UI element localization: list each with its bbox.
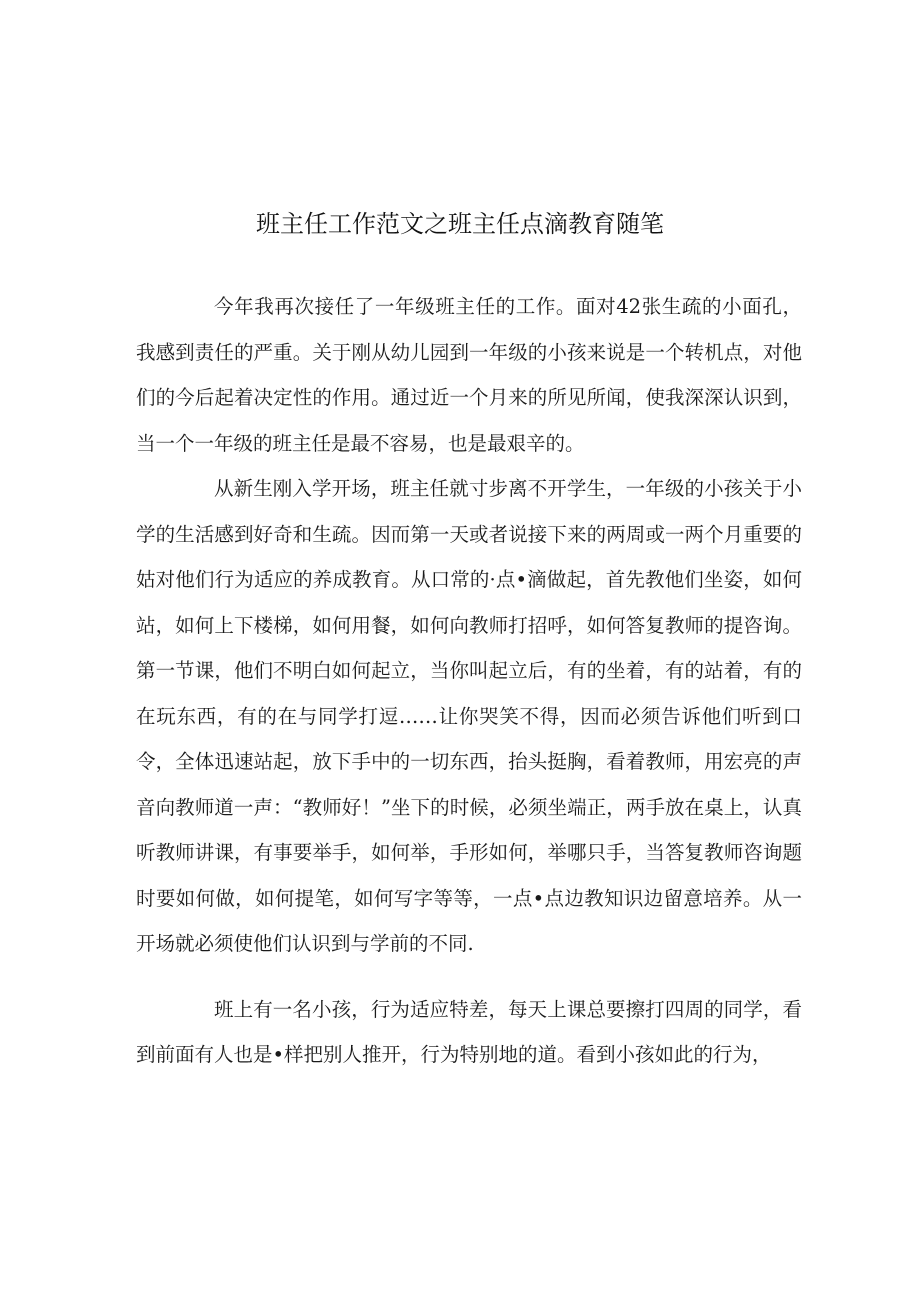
paragraph-2: 从新生刚入学开场，班主任就寸步离不开学生，一年级的小孩关于小学的生活感到好奇和生疏。因而第一天或者说接下来的两周或一两个月重要的姑对他们行为适应的养成教育。从口常的·点•滴做起，首先教他们坐姿，如何站，如何上下楼梯，如何用餐，如何向教师打招呼，如何答复教师的提咨询。第一节课，他们不明白如何起立，当你叫起立后，有的坐着，有的站着，有的在玩东西，有的在与同学打逗……让你哭笑不得，因而必须告诉他们听到口令，全体迅速站起，放下手中的一切东西，抬头挺胸，看着教师，用宏亮的声音向教师道一声：“教师好！”坐下的时候，必须坐端正，两手放在桌上，认真听教师讲课，有事要举手，如何举，手形如何，举哪只手，当答复教师咨询题时要如何做，如何提笔，如何写字等等，一点•点边教知识边留意培养。从一开场就必须使他们认识到与学前的不同. <box>136 477 802 955</box>
document-title: 班主任工作范文之班主任点滴教育随笔 <box>256 210 664 238</box>
paragraph-1: 今年我再次接任了一年级班主任的工作。面对42张生疏的小面孔，我感到责任的严重。关于刚从幼儿园到一年级的小孩来说是一个转机点，对他们的今后起着决定性的作用。通过近一个月来的所见所闻，使我深深认识到，当一个一年级的班主任是最不容易，也是最艰辛的。 <box>136 295 802 455</box>
document-body <box>136 284 802 1078</box>
paragraph-3: 班上有一名小孩，行为适应特差，每天上课总要擦打四周的同学，看到前面有人也是•样把别人推开，行为特别地的道。看到小孩如此的行为， <box>136 997 802 1066</box>
